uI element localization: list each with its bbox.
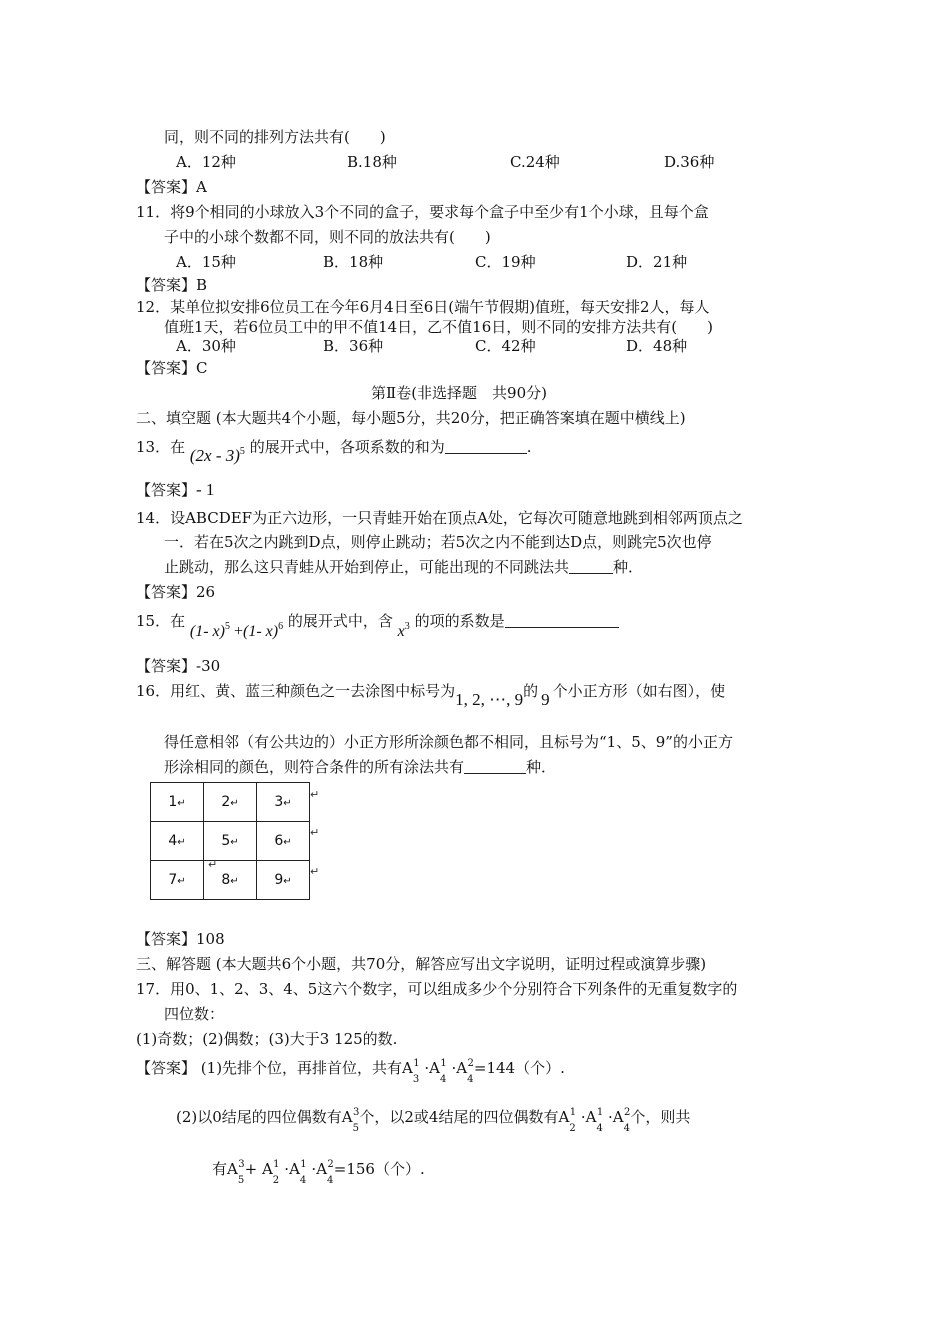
q15-x-power — [398, 623, 410, 640]
q15-answer: 【答案】-30 — [136, 657, 221, 675]
q14-line3-text: 止跳动，那么这只青蛙从开始到停止，可能出现的不同跳法共 — [164, 558, 570, 576]
q13-text: 的展开式中，各项系数的和为 — [249, 438, 445, 456]
grid-cell-1: 1↵ — [151, 783, 204, 822]
grid-cell-2: 2↵ — [204, 783, 257, 822]
q13-line — [136, 433, 532, 465]
q14-line1: 14．设ABCDEF为正六边形，一只青蛙开始在顶点A处，它每次可随意地跳到相邻两顶点之 — [136, 509, 743, 527]
q15-answer-blank[interactable] — [505, 613, 619, 628]
q11-line2: 子中的小球个数都不同，则不同的放法共有( ) — [164, 228, 491, 246]
q15-term1-base: (1- x) — [189, 623, 225, 640]
q15-text-post: 的项的系数是 — [414, 612, 505, 630]
q13-expression — [190, 446, 245, 465]
grid-cell-5: 5↵ — [204, 822, 257, 861]
q10-option-c: C.24种 — [510, 153, 560, 171]
q15-x-base: x — [397, 623, 405, 640]
q16-sequence: 1, 2, ⋯, 9 — [455, 690, 524, 709]
q13-expr-exponent: 5 — [239, 446, 245, 457]
q17-answer-label: 【答案】 — [136, 1059, 197, 1077]
q10-option-b: B.18种 — [347, 153, 397, 171]
q14-line2: 一．若在5次之内跳到D点，则停止跳动；若5次之内不能到达D点，则跳完5次也停 — [164, 533, 712, 551]
q15-term2-base: (1- x) — [243, 623, 279, 640]
q17-answer-part3 — [212, 1155, 425, 1186]
q16-de: 的 — [523, 682, 539, 700]
q17-answer3-prefix: 有 — [212, 1160, 228, 1178]
return-mark-icon: ↵ — [310, 865, 320, 878]
q13-answer-value: - 1 — [196, 480, 215, 499]
grid-cell-3: 3↵ — [257, 783, 310, 822]
q16-line3 — [164, 757, 556, 777]
q15-prefix: 15．在 — [136, 612, 186, 630]
q13-prefix: 13．在 — [136, 438, 186, 456]
q17-answer1-text: (1)先排个位，再排首位，共有 — [200, 1059, 403, 1077]
q12-option-c: C．42种 — [475, 337, 536, 355]
return-mark-icon: ↵ — [310, 788, 320, 801]
q17-answer2-expr2: $A_2^1 \cdot A_4^1 \cdot A_4^2$ — [558, 1107, 631, 1134]
q17-answer2-end: 个，则共 — [630, 1108, 691, 1126]
q11-answer: 【答案】B — [136, 276, 208, 294]
q17-answer2-mid: 个，以2或4结尾的四位偶数有 — [359, 1108, 559, 1126]
q10-continuation: 同，则不同的排列方法共有( ) — [164, 128, 386, 146]
grid-cell-7: 7↵ — [151, 861, 204, 900]
q17-answer-part1 — [136, 1054, 565, 1085]
q13-answer — [136, 480, 214, 500]
q13-period: . — [526, 438, 532, 456]
q15-text-mid: 的展开式中，含 — [287, 612, 393, 630]
q16-line1 — [136, 681, 726, 709]
q11-option-a: A．15种 — [176, 253, 236, 271]
q17-answer1-expression: $A_3^1 \cdot A_4^1 \cdot A_4^2=144$（个）. — [402, 1058, 565, 1085]
q15-x-exponent: 3 — [404, 621, 410, 632]
q12-line1: 12．某单位拟安排6位员工在今年6月4日至6日(端午节假期)值班，每天安排2人，每人 — [136, 298, 710, 316]
q13-expr-base: (2x - 3) — [189, 446, 240, 465]
q12-option-a: A．30种 — [176, 337, 236, 355]
q16-number-grid — [150, 782, 310, 900]
q17-line3: (1)奇数；(2)偶数；(3)大于3 125的数. — [136, 1030, 398, 1048]
q17-line2: 四位数： — [164, 1005, 225, 1023]
q15-expression — [190, 623, 283, 640]
q11-option-c: C．19种 — [475, 253, 536, 271]
grid-cell-8: 8↵ — [204, 861, 257, 900]
q10-option-a: A．12种 — [176, 153, 236, 171]
q10-option-d: D.36种 — [664, 153, 715, 171]
q14-line3-end: 种． — [613, 558, 644, 576]
q12-line2: 值班1天，若6位员工中的甲不值14日，乙不值16日，则不同的安排方法共有( ) — [164, 318, 713, 336]
q16-line3-end: 种． — [526, 758, 557, 776]
q12-answer: 【答案】C — [136, 359, 208, 377]
solution-section-header: 三、解答题 (本大题共6个小题，共70分，解答应写出文字说明，证明过程或演算步骤) — [136, 955, 707, 973]
q17-line1: 17．用0、1、2、3、4、5这六个数字，可以组成多少个分别符合下列条件的无重复数字的 — [136, 980, 738, 998]
grid-cell-6: 6↵ — [257, 822, 310, 861]
return-mark-icon: ↵ — [208, 858, 218, 871]
q17-answer-part2 — [176, 1103, 691, 1134]
q16-line3-text: 形涂相同的颜色，则符合条件的所有涂法共有 — [164, 758, 465, 776]
return-mark-icon: ↵ — [310, 826, 320, 839]
q11-line1: 11．将9个相同的小球放入3个不同的盒子，要求每个盒子中至少有1个小球，且每个盒 — [136, 203, 709, 221]
q16-text-post: 个小正方形（如右图），使 — [552, 682, 726, 700]
q15-term1-exponent: 5 — [224, 621, 230, 632]
q17-answer3-expr: $A_5^3+ A_2^1 \cdot A_4^1 \cdot A_4^2$ — [227, 1159, 334, 1186]
q16-answer: 【答案】108 — [136, 930, 225, 948]
grid-cell-9: 9↵ — [257, 861, 310, 900]
q14-answer-blank[interactable] — [569, 559, 613, 574]
q17-answer2-expr1: $A_5^3$ — [341, 1107, 360, 1134]
q16-nine: 9 — [541, 690, 550, 709]
q12-option-b: B．36种 — [323, 337, 384, 355]
q16-line2: 得任意相邻（有公共边的）小正方形所涂颜色都不相同，且标号为“1、5、9”的小正方 — [164, 733, 733, 751]
grid-cell-4: 4↵ — [151, 822, 204, 861]
q17-answer2-text: (2)以0结尾的四位偶数有 — [176, 1108, 342, 1126]
q12-option-d: D．48种 — [626, 337, 688, 355]
q16-answer-blank[interactable] — [464, 759, 526, 774]
q11-option-d: D．21种 — [626, 253, 688, 271]
q15-term2-exponent: 6 — [278, 621, 284, 632]
q15-line — [136, 607, 619, 640]
q16-prefix: 16．用红、黄、蓝三种颜色之一去涂图中标号为 — [136, 682, 456, 700]
q13-answer-blank[interactable] — [445, 439, 527, 454]
fill-in-section-header: 二、填空题 (本大题共4个小题，每小题5分，共20分，把正确答案填在题中横线上) — [136, 409, 686, 427]
q14-answer: 【答案】26 — [136, 583, 216, 601]
part2-title: 第Ⅱ卷(非选择题 共90分) — [371, 384, 547, 402]
q10-answer: 【答案】A — [136, 178, 207, 196]
q15-plus: + — [233, 623, 243, 640]
q11-option-b: B．18种 — [323, 253, 384, 271]
q13-answer-label: 【答案】 — [136, 481, 197, 499]
q17-answer3-end: =156（个）. — [333, 1160, 425, 1178]
q14-line3 — [164, 557, 643, 577]
